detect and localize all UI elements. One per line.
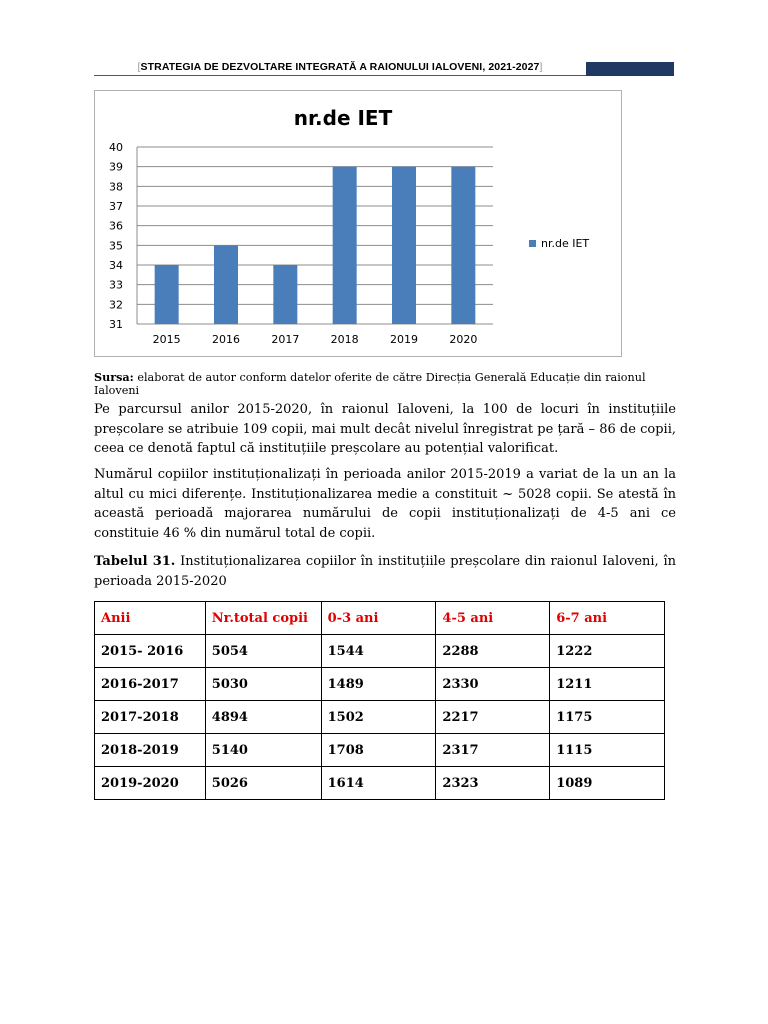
cell: 1175 bbox=[550, 701, 665, 734]
cell: 2288 bbox=[436, 635, 550, 668]
cell: 2330 bbox=[436, 668, 550, 701]
cell: 4894 bbox=[205, 701, 321, 734]
legend-swatch bbox=[529, 240, 536, 247]
cell: 2016-2017 bbox=[95, 668, 206, 701]
bar-2016 bbox=[214, 245, 238, 324]
chart-source bbox=[94, 370, 684, 397]
y-tick-label: 35 bbox=[109, 239, 123, 253]
x-tick-label: 2018 bbox=[330, 333, 359, 346]
cell: 5140 bbox=[205, 734, 321, 767]
table-row bbox=[95, 767, 665, 800]
header-anii: Anii bbox=[95, 602, 206, 635]
legend-label: nr.de IET bbox=[541, 237, 590, 250]
table-row bbox=[95, 668, 665, 701]
cell: 1502 bbox=[321, 701, 436, 734]
bar-2015 bbox=[155, 265, 179, 324]
cell: 2015- 2016 bbox=[95, 635, 206, 668]
header-bracket-open: [ bbox=[137, 61, 141, 73]
table-row bbox=[95, 635, 665, 668]
cell: 1708 bbox=[321, 734, 436, 767]
cell: 5030 bbox=[205, 668, 321, 701]
header-4-5: 4-5 ani bbox=[436, 602, 550, 635]
x-tick-label: 2020 bbox=[449, 333, 478, 346]
y-tick-label: 36 bbox=[109, 219, 123, 233]
y-tick-label: 31 bbox=[109, 318, 123, 331]
table-caption-text: Instituționalizarea copiilor în instituțiile preșcolare din raionul Ialoveni, în perioada 2015-2020 bbox=[94, 554, 676, 589]
y-tick-label: 40 bbox=[109, 141, 123, 154]
x-tick-label: 2017 bbox=[271, 333, 300, 346]
cell: 1614 bbox=[321, 767, 436, 800]
cell: 2317 bbox=[436, 734, 550, 767]
y-tick-label: 37 bbox=[109, 200, 123, 213]
header-color-bar bbox=[586, 62, 674, 76]
bar-2017 bbox=[273, 265, 297, 324]
source-label: Sursa: bbox=[94, 370, 134, 384]
source-text: elaborat de autor conform datelor oferite de către Direcția Generală Educație din raionul Ialoveni bbox=[94, 371, 646, 397]
cell: 5054 bbox=[205, 635, 321, 668]
x-tick-label: 2019 bbox=[390, 333, 418, 346]
cell: 2323 bbox=[436, 767, 550, 800]
cell: 2019-2020 bbox=[95, 767, 206, 800]
header-rule bbox=[94, 75, 586, 76]
cell: 5026 bbox=[205, 767, 321, 800]
cell: 1544 bbox=[321, 635, 436, 668]
bar-2018 bbox=[333, 167, 357, 324]
cell: 2217 bbox=[436, 701, 550, 734]
y-tick-label: 32 bbox=[109, 298, 123, 312]
bar-2020 bbox=[451, 167, 475, 324]
header-bracket-close: ] bbox=[539, 61, 543, 73]
y-tick-label: 33 bbox=[109, 278, 123, 292]
table-caption bbox=[94, 552, 676, 591]
header-title bbox=[94, 61, 586, 73]
header-0-3: 0-3 ani bbox=[321, 602, 436, 635]
header-title-text: STRATEGIA DE DEZVOLTARE INTEGRATĂ A RAIONULUI IALOVENI, 2021-2027 bbox=[140, 61, 540, 73]
cell: 2017-2018 bbox=[95, 701, 206, 734]
cell: 1222 bbox=[550, 635, 665, 668]
cell: 1489 bbox=[321, 668, 436, 701]
y-tick-label: 39 bbox=[109, 160, 123, 174]
x-tick-label: 2015 bbox=[152, 333, 181, 346]
x-tick-label: 2016 bbox=[212, 333, 240, 346]
paragraph-2: Numărul copiilor instituționalizați în perioada anilor 2015-2019 a variat de la un an la altul cu mici diferențe. Instituționalizarea medie a constituit ~ 5028 copii. Se atestă în această perioadă majorarea numărului de copii instituționalizați de 4-5 ani ce constituie 46 % din numărul total de copii. bbox=[94, 467, 676, 541]
cell: 1211 bbox=[550, 668, 665, 701]
bar-chart bbox=[94, 90, 622, 357]
table-row bbox=[95, 734, 665, 767]
header-total: Nr.total copii bbox=[205, 602, 321, 635]
header-6-7: 6-7 ani bbox=[550, 602, 665, 635]
cell: 1115 bbox=[550, 734, 665, 767]
data-table bbox=[94, 601, 665, 800]
y-tick-label: 34 bbox=[109, 259, 123, 272]
cell: 2018-2019 bbox=[95, 734, 206, 767]
table-row bbox=[95, 701, 665, 734]
chart-svg bbox=[95, 91, 621, 356]
table-header-row bbox=[95, 602, 665, 635]
bar-2019 bbox=[392, 167, 416, 324]
page-header bbox=[94, 58, 674, 76]
cell: 1089 bbox=[550, 767, 665, 800]
table-caption-label: Tabelul 31. bbox=[94, 554, 176, 569]
chart-title: nr.de IET bbox=[293, 106, 393, 130]
paragraph-1: Pe parcursul anilor 2015-2020, în raionul Ialoveni, la 100 de locuri în instituțiile preșcolare se atribuie 109 copii, mai mult decât nivelul înregistrat pe țară – 86 de copii, ceea ce denotă faptul că instituțiile preșcolare au potențial valorificat. bbox=[94, 402, 676, 456]
y-tick-label: 38 bbox=[109, 180, 123, 194]
